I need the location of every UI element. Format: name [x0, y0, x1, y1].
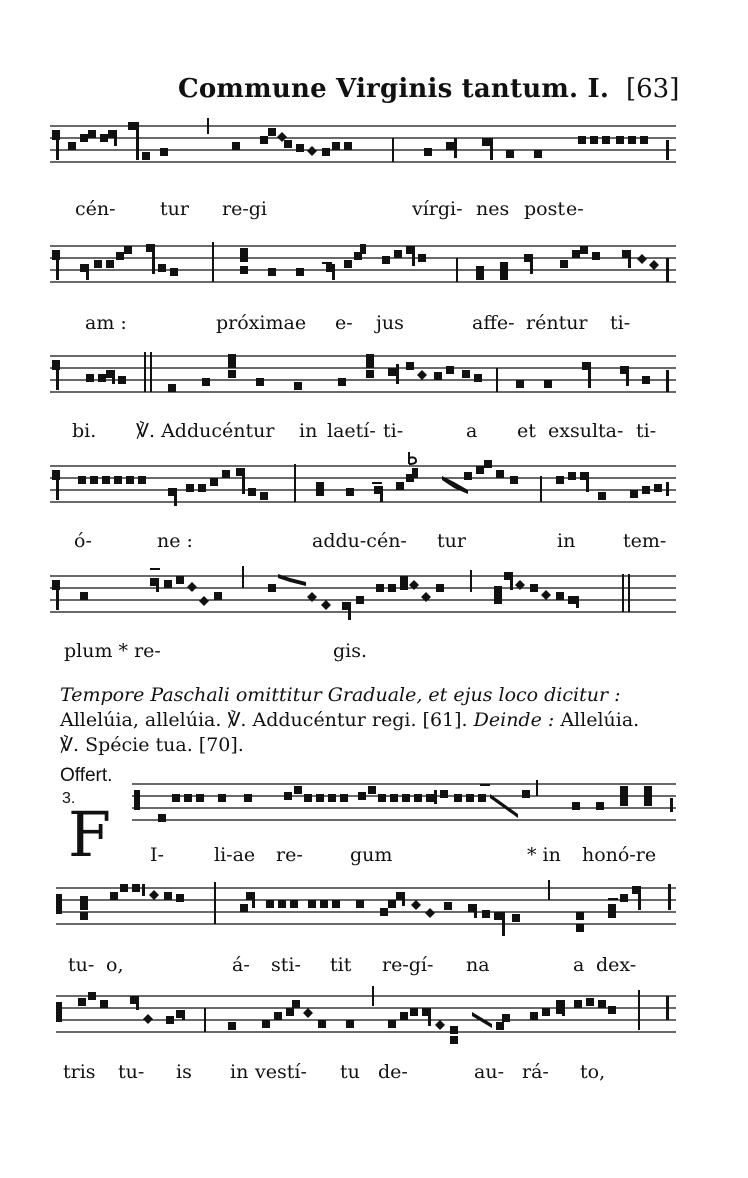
- initial-letter: F: [68, 798, 112, 871]
- lyric-syllable: tem-: [623, 530, 667, 552]
- lyric-syllable: au-: [474, 1061, 504, 1083]
- lyric-syllable: de-: [378, 1061, 408, 1083]
- chant-staff-3: [50, 348, 676, 418]
- lyric-syllable: ne :: [157, 530, 193, 552]
- lyric-syllable: tur: [160, 198, 189, 220]
- lyric-syllable: post: [524, 198, 565, 220]
- lyric-syllable: vírgi-: [412, 198, 463, 220]
- lyric-syllable: sti-: [271, 954, 301, 976]
- lyric-syllable: plum * re-: [64, 640, 161, 662]
- lyric-syllable: re-: [276, 844, 303, 866]
- rubric-italic: Tempore Paschali omittitur Graduale, et ejus loco dicitur :: [60, 684, 621, 706]
- lyric-syllable: e-: [566, 198, 584, 220]
- staff-notation: [50, 348, 676, 418]
- lyric-syllable: * in: [527, 844, 561, 866]
- lyric-syllable: e-: [335, 312, 353, 334]
- staff-notation: [50, 562, 676, 632]
- lyric-syllable: li-ae: [214, 844, 256, 866]
- lyric-syllable: re-gí-: [382, 954, 434, 976]
- lyric-syllable: dex-: [596, 954, 637, 976]
- lyric-syllable: re-gi: [222, 198, 267, 220]
- page-number: [63]: [626, 74, 680, 104]
- lyric-syllable: ti-: [636, 420, 657, 442]
- staff-notation: [132, 780, 676, 840]
- lyric-syllable: exsulta-: [548, 420, 624, 442]
- lyric-syllable: nes: [476, 198, 510, 220]
- lyric-syllable: in: [299, 420, 318, 442]
- lyric-syllable: tu-: [118, 1061, 145, 1083]
- rubric-line-2: [60, 708, 680, 733]
- lyric-syllable: jus: [376, 312, 404, 334]
- chant-staff-5: [50, 562, 676, 632]
- lyric-syllable: tu: [340, 1061, 360, 1083]
- lyric-syllable: in: [557, 530, 576, 552]
- chant-staff-7: [56, 878, 676, 948]
- lyric-syllable: tit: [330, 954, 352, 976]
- chant-staff-2: [50, 238, 676, 308]
- lyric-syllable: réntur: [526, 312, 588, 334]
- lyric-syllable: bi.: [72, 420, 97, 442]
- rubric-line-1: [60, 683, 680, 708]
- lyric-syllable: I-: [150, 844, 164, 866]
- rubric-italic: Deinde :: [473, 709, 555, 731]
- lyric-syllable: ti-: [383, 420, 404, 442]
- staff-notation: [50, 238, 676, 308]
- page-title: Commune Virginis tantum. I.: [178, 74, 610, 104]
- rubric-text: Allelúia, allelúia. ℣. Adducéntur regi. [61].: [60, 709, 474, 731]
- lyric-syllable: in: [230, 1061, 249, 1083]
- lyric-syllable: gum: [350, 844, 393, 866]
- lyric-syllable: o,: [106, 954, 124, 976]
- lyric-syllable: cén-: [75, 198, 116, 220]
- offertory-label: Offert.: [60, 765, 113, 786]
- lyric-syllable: a: [466, 420, 478, 442]
- lyric-syllable: is: [176, 1061, 192, 1083]
- lyric-syllable: rá-: [522, 1061, 549, 1083]
- lyric-syllable: et: [517, 420, 536, 442]
- lyric-syllable: tris: [63, 1061, 96, 1083]
- lyric-syllable: a: [573, 954, 585, 976]
- rubric-text: Allelúia.: [554, 709, 640, 731]
- lyric-syllable: affe-: [472, 312, 515, 334]
- lyric-syllable: próximae: [216, 312, 307, 334]
- lyric-syllable: ℣. Adducéntur: [136, 420, 275, 442]
- lyric-syllable: laetí-: [327, 420, 376, 442]
- lyric-syllable: ti-: [610, 312, 631, 334]
- mode-number: 3.: [62, 790, 76, 807]
- lyric-syllable: tu-: [68, 954, 95, 976]
- lyric-syllable: to,: [580, 1061, 606, 1083]
- rubric-text: ℣. Spécie tua. [70].: [60, 734, 244, 756]
- staff-notation: [56, 986, 676, 1056]
- lyric-syllable: gis.: [333, 640, 368, 662]
- lyric-syllable: ó-: [74, 530, 92, 552]
- chant-staff-1: [50, 118, 676, 188]
- page-header: [0, 74, 748, 114]
- lyric-syllable: vestí-: [255, 1061, 307, 1083]
- lyric-syllable: tur: [437, 530, 466, 552]
- chant-staff-4: [50, 452, 676, 528]
- staff-notation: [50, 118, 676, 188]
- lyric-syllable: na: [466, 954, 490, 976]
- lyric-syllable: honó-re: [582, 844, 657, 866]
- lyric-syllable: addu-cén-: [312, 530, 407, 552]
- chant-staff-6: [132, 780, 676, 840]
- staff-notation: [50, 452, 676, 528]
- lyric-syllable: á-: [232, 954, 250, 976]
- rubric-line-3: [60, 733, 680, 758]
- staff-notation: [56, 878, 676, 948]
- chant-staff-8: [56, 986, 676, 1056]
- lyric-syllable: am :: [85, 312, 127, 334]
- rubric-paragraph: [60, 683, 680, 758]
